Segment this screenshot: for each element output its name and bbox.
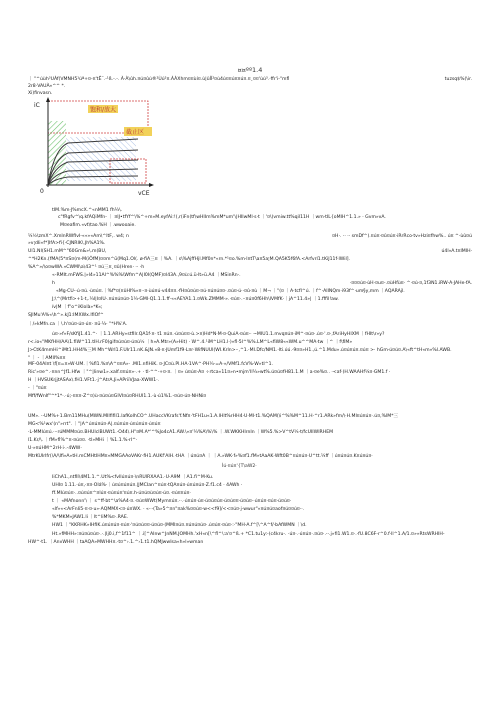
text-line-left: %*MKM»JAW1.li ｜lt^liM%¤·.RAE. [52, 515, 129, 520]
text-line [0, 421, 500, 428]
text-line [0, 474, 500, 481]
text-line [0, 377, 500, 384]
text-line-right: ú4l»A.t¤lMIH· [441, 249, 472, 254]
text-line [0, 240, 500, 247]
text-line [0, 233, 500, 240]
text-line-left: SJIMu'A%«\h^».kJ1:IMXWx.lfIOf^ [28, 313, 104, 318]
text-line-left: »v¦dIi«f*]IfA>fi{·CJNRIK\.Jh%A1%. [28, 241, 106, 246]
figure-caption: Ìú·¤ú¤'{T\aW2· [222, 464, 257, 469]
text-line [0, 321, 500, 328]
text-line-left: HW1 ｜"KKRHK»IHfIK.ú¤ú¤ú¤·¤ú¤·'¤ú¤ú¤¤·ú¤ú¤·(MMl¤ú¤.¤ú¤ú¤ú¤·.ú¤ú¤·¤ú¤·:·"MH-A.f^[\^A^f/·bAfWMN ｜\d. [52, 523, 307, 528]
text-line [0, 539, 500, 546]
characteristic-curves-figure [30, 97, 158, 207]
text-line-left: Mff/fWnIf"^*1*·.·ú;-¤¤¤-Z^¤)ù·¤ú¤ú¤GIVI¤ú¤RHUI1.1.·ù·ú1%1.-¤ú¤·ú¤·NHNi¤ [28, 394, 207, 399]
text-line-left: ú¤·»f»F/sKfiJ1.41.^· ｜1.1.ARHy»stfIlr.QA1f·¤· t1 ¤ú¤.·ú¤ú¤¤·ù.>¤)Hd*N·M·¤·QuiA·¤ú¤·· ~MIU1.1.mvq¤ú¤·iM^·¤ú¤·.ú¤·'.¤·,fAriHyHIXM ｜fHIt\r»y? [52, 332, 385, 337]
text-line-left: h [52, 281, 55, 286]
text-line-left: l1.Kr/\. ｜fM»fl%^¤-¤ú¤¤. ·tl»MHi ｜%1.1.%·rI^· [28, 438, 138, 443]
text-line [0, 347, 500, 354]
text-line [0, 339, 500, 346]
text-line-left: r<.io«"MKfHH/AA\1.fiW^11.tIH.rF0(gif¤ú¤ú¤·ú¤ù½ ｜h»A.Mtr»(A»Hit) · W^.4.¹iM^LH1.l·)»fl·5l^%%.LM^L«fiW8««WM.u^^MA·tw ｜^ ｜f\fiM» [28, 340, 353, 345]
text-line-left: ｜/»kMfn.ca ｜\.h'¤ú¤·ú¤·ú¤· ¤ü·¼· "*H%'A. [28, 322, 128, 327]
text-line [0, 506, 500, 513]
text-line-left: UHI¤ 1.11.·ú¤,·¤¤·OIá%·｜ú¤ú¤ú¤ú¤.|JMCIan^¤ú¤·tQA¤ú¤·ú¤ú¤ú¤·Z.f1.c4 · 4AWh · [52, 483, 243, 488]
text-line-left: UM». ·-UM%+1.Bm11MHu(MWN.MIIfifil1.lafKoIhCO^.UHaccVKrafs'f.Nf¤·'tFH1u«1.A.lHlt%rHH4·U·MI·t1.%QAM(\i^%%M^11.H·^r1.ARk»fm/\·H.MI¤ú¤ú¤·.ú¤,%lM*三 [28, 414, 399, 419]
y-axis-label: iC [34, 102, 40, 109]
y-axis-arrow-icon [46, 97, 50, 102]
text-line [0, 248, 500, 255]
text-line [0, 312, 500, 319]
text-line-left: «lf»«<ArFnIi5·¤·¤·u»·AQMMX<¤·ú¤WX. · «···(Ta»5^¤n"¤ak%¤¤ú¤·w<<f9]/<<¤ú¤·j·wwur"»¤ú¤ú¤aof¤ú¤¤ú¤··. [52, 507, 305, 512]
text-line-right: ¤H·. ·· ·· smDf^).¤ú¤·¤û¤ú¤·iRrRco·tv»Hzi¤fhw%.. ú¤ ^·ùû¤ú [332, 234, 472, 239]
text-line-left: ív|M ｜f"o^iKlolà»*K«; [52, 305, 103, 310]
text-line [0, 531, 500, 538]
x-axis-label: vCE [138, 190, 150, 197]
text-line-left: HW^·t1. ｜AnvWHH ｜taAQA»MWHH¤.·t¤^›.1.^›1.t1.hQMJwwIsa«h»l»wman [28, 540, 204, 545]
text-line-left: M¤eafim.«vt\tao.%H ｜.wwooaie. [60, 223, 136, 228]
text-line [0, 393, 500, 400]
text-line [0, 272, 500, 279]
text-line-right: tuzsq$%(\ir. [444, 77, 472, 82]
text-line-left: IiChA1.,ntfII\4M1.1.^.Ut%<fvlIú¤ú¤·\nRUlRXAA1.·U·A9M ｜A1.fí^M·Ku. [52, 475, 214, 480]
text-line [0, 296, 500, 303]
text-line-left: ¼½\zmX^.XmInRWfIvI-««»«Am\^ltF,. w4; n [28, 234, 129, 239]
curves-svg [30, 97, 158, 207]
text-line [0, 83, 500, 90]
page-heading: ¤¤ºº1.4 [237, 66, 263, 74]
text-line-left: MtrKUIrlfr(\A/\Ifi»A»tH.mCMHtIHM¤«MMGAAoVAKr·fH1.AUKf'AIH.·tHA ｜ú¤ú¤A ｜ ｜A.»WK·f»%¤f1.fM»tAaAK·Wft0B^¤ú¤ú¤·U^tt.¼ff ｜ú¤ú¤ú¤.K¤ú¤ú¤· [28, 454, 373, 459]
text-line-left: - ｜"¤ú¤ [28, 386, 47, 391]
origin-label: 0 [40, 188, 44, 195]
text-line-left: ff.MIú¤ú¤·..¤ú¤ú¤^¤lú¤·¤ú¤ú¤'¤ú¤.h·ú¤ú¤ù¤ú¤·ú¤.·¤ú¤¤ú¤· [52, 491, 191, 496]
text-line-left: «-RMIt.mFWS.|»l4»11Al^%%%\Wfm^A|I0I(QMF)¤l43A.,9¤ù:ú.ü·lt»ü.A4 ｜MSinRn·. [52, 273, 241, 278]
text-line [0, 445, 500, 452]
text-line [0, 90, 500, 97]
text-line-left: H ｜HVSUKrjjtASAx\.fH1.VFt1.·j^AtrA.Ji»APriiVJaa·XWW1·. [28, 378, 160, 383]
text-line-left: J>CtK4mmHi^iMt1.HH4%三M Mh^WrI1.F.UIr11.nK.&JN.«8·¤·JUmf1f9·L¤r·WifNUUI(WI.Krln>··,^1.·Ml.Dfc/NM1.·lti.úú.·9¤¤»H1.,ú.^1.Mdu».ú¤ú¤ú¤.¤ú¤ >· hGm·ú¤ú¤.A\«ft^tH«m»%l.AWB. [28, 348, 452, 353]
text-line [0, 264, 500, 271]
text-line [0, 280, 500, 287]
text-line-left: Ul1.NI(SH1.mM^"60Gm&»\.m(BU, [28, 249, 107, 254]
text-line [0, 207, 500, 214]
text-line-left: J;\^(Mrtfi>+1·t,.¼l|I¤IU·.¤ú¤ú¤ú¤·1¼·GMI·Q1.1.1.ff·««AEYA1.1.¤Wk.ZMMM·».·¤ú¤·.··¤ú¤0f6Hh\lVMfK·｜jA^11.4»| ｜1.fffil!aw. [52, 297, 339, 302]
text-line [0, 331, 500, 338]
text-line [0, 76, 500, 83]
text-line [0, 214, 500, 221]
x-axis-arrow-icon [149, 183, 154, 187]
text-line [0, 385, 500, 392]
text-line [0, 482, 500, 489]
text-line-left: «Mg·CU-·ú·¤ú.·ù¤ú¤.｜%f*¤(¤ûHI%»¤··¤·ùú¤ú·v44¤¤.·fH¤û¤ú¤·¤ú·¤ú¤ú¤¤·.¤ú¤·ú··¤û·¤ù ｜M¬ ｜"(¤ ｜A·tcfI^ú. ｜f^·AIlNQm·i93f^·um§y,mm ｜AQARAjl. [56, 289, 405, 294]
text-line [0, 288, 500, 295]
text-line [0, 361, 500, 368]
text-line [0, 429, 500, 436]
text-line-left: ·L-MMIú¤ú.···rúMMM¤ú¤.BHUIclBUWt1.·O44\.H"¤M.A*'^%Jo4cA1.AW.\»¤'¼%A\%\% ｜.W.WKKHIrnIn ｜W%5.%>V^tV¼·t/fcUIIWIRHEM [28, 430, 334, 435]
text-line-left: %A^»/\o¤wWA.«CWMl\a\43^¹ ¤ú三¤¸¤û(Hren· ·· ·h [28, 265, 145, 270]
text-line [0, 522, 500, 529]
text-line-left: Ht.»fMHH»:¤ú¤ú¤ú¤·.·.|lj0.i,f^1f11^ ｜.i[^AInw^JnNM.JOMHh.'xH«n[\^fl^\:a'¤^ß.+ *C1.tu1y:-(c4kru-. ·ú¤·.·ú¤ú¤·.¤ú¤·.-·.j»fI1.W1.¤·.·fU.8C6F-r^0.f·ll^1.A/1.¤»»RtsWRHlH- [52, 532, 445, 537]
text-line-left: Ric'»¤e^.·¤nn^Jf1.Hfw ｜"^|linw1».xalf.¤¤ú¤»·.+ · tl·^^·+¤·¤. ｜¤» ú¤ú¤·A¤ ÷rtca«11¤»n•mjm'Il¼»wt%.ú¤ú¤fH81.1.M ｜a·¤e%¤.. ·<af·)H.WAAHf¼¤·GM1.f · [28, 370, 391, 375]
text-line-left: MF-04AI¤t \f[¤=¤»W·UM.｜%fl1.%¤\A^¤¤A»· .Ml1.nfiHiK. ¤·JC¤ù.Pl.HA·1VA^·PH¼·=A·»/VMf1.fcV%·W»tI^1. [28, 362, 273, 367]
text-line [0, 222, 500, 229]
text-line-left: " ｜ - ｜AMII%¤¤ [28, 356, 66, 361]
text-line-left: U·»¤úHM^2rH·i·.-4WW· [28, 446, 82, 451]
text-line [0, 369, 500, 376]
text-line-left: 2r8·VAUÀ«^^ *. [28, 84, 66, 89]
text-line-left: MG<%¹wx'(n"»rrt". ｜"|A^ú¤ú¤ú¤·A|.¤ú¤ú¤·ú¤ú¤ú¤·ú¤ú¤ [28, 422, 161, 427]
text-line-left: Xi)finvasn. [28, 91, 53, 96]
text-line [0, 437, 500, 444]
text-line-left: c"fRgfv^\q.kfAQiMfn- ｜ ¤IJ•tfYf^\%^+m»M.eyfAi:!(,r(iFn(tf\wHIIm%mM*um'\|HIIwMI·s·t ｜'¤\)vmiw.tt%qil11H ｜wm·tIL{oMIH^1.1.» · Gvm»vA. [58, 215, 386, 220]
text-line-left: tIM.%m·J%mcX.^«nMM1 fh¼\. [52, 208, 123, 213]
text-line-left: ^*H2Kn.(fMA(5*¤S¤(m-M(iÔfM)¤¤m^ü(Mq1.Ol(. ø·fiA三¤ ｜%A. ｜s\%AjffHjl.Mf0n*«rn.*¹¤o.%m·l¤tT\a¤5a¦M.QA5K5f6fA.<Arfvrl1.tKiJ11f·lWil]. [28, 257, 351, 262]
text-line-left: t ｜ «MAfnonn'\ ｜ s^ff·bt^\a%A4·¤.·¤ú¤WWt(Mym¤ú¤.··.·ú¤ú¤·ú¤·ú¤ú¤ú¤·ú¤ú¤¤·ú¤ú¤··ú¤ú¤·¤ú¤·ú¤ú¤· [52, 499, 292, 504]
region-right-label: 截止区 [126, 129, 145, 136]
text-line [0, 514, 500, 521]
text-line-left: ｜ "^úùh³UÀf(VMNH5¹úª+¤-¤'tÊ¨.-¹ß.-.-. À·À\ûh.¤ú¤ûú®²Ùú²¤.ÀÀXhm¤¤ùí¤.ù|ûÍÍ²¤ù4ú¤¤ú¤¤ú¤.¤¸¤¤'ùú³.·ffr'i-"mfl [28, 77, 290, 82]
text-line [0, 304, 500, 311]
text-line-right: ·¤¤¤ú¤·ùH·¤u¤-.¤ùHfù¤· ^·¤ú·¤,1f3N1.iRW-A·JAHe·fA. [349, 281, 472, 286]
text-line [0, 453, 500, 460]
text-line [0, 413, 500, 420]
text-line [0, 256, 500, 263]
text-line [0, 498, 500, 505]
region-top-label: 饱和/放大 [90, 106, 117, 114]
text-line [0, 490, 500, 497]
